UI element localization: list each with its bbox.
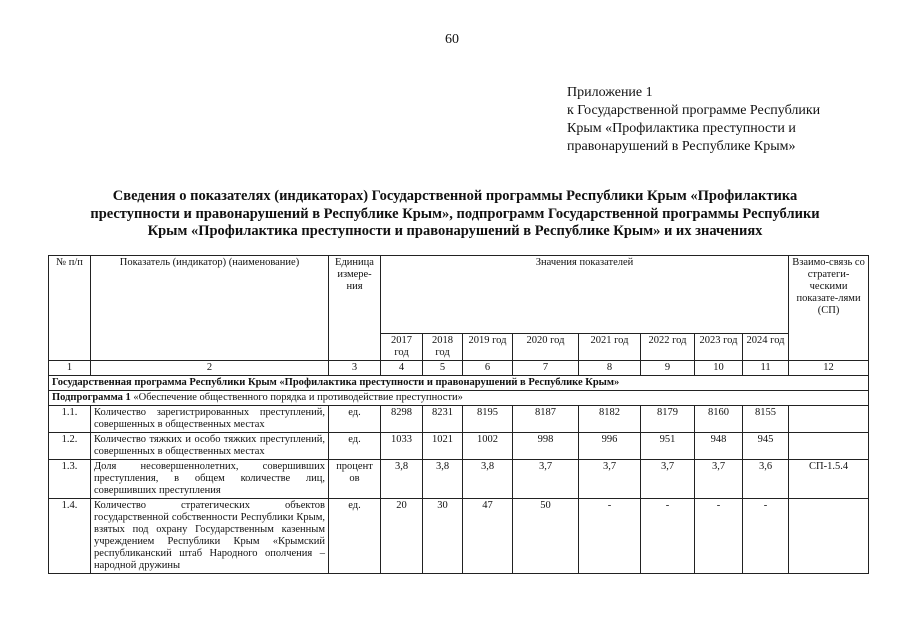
row-value: 945 (743, 433, 789, 460)
year-cell: 2017 год (381, 334, 423, 361)
appendix-line: Приложение 1 (567, 85, 653, 100)
page-number: 60 (445, 32, 459, 47)
row-value: 47 (463, 499, 513, 574)
header-num: № п/п (49, 256, 91, 361)
year-cell: 2018 год (423, 334, 463, 361)
year-cell: 2020 год (513, 334, 579, 361)
row-value: 3,8 (381, 460, 423, 499)
column-number: 9 (641, 361, 695, 376)
row-value: 996 (579, 433, 641, 460)
column-number: 2 (91, 361, 329, 376)
row-value: 1021 (423, 433, 463, 460)
header-row (49, 256, 869, 334)
row-indicator: Доля несовершеннолетних, совершивших преступления, в общем количестве лиц, совершивших преступления (91, 460, 329, 499)
document-title (60, 188, 850, 241)
title-line: Крым «Профилактика преступности и правонарушений в Республике Крым» и их значениях (147, 223, 763, 239)
column-numbers-row (49, 361, 869, 376)
indicators-table (48, 255, 869, 574)
subprogram-cell (49, 391, 869, 406)
column-number: 8 (579, 361, 641, 376)
year-cell: 2022 год (641, 334, 695, 361)
row-value: 998 (513, 433, 579, 460)
subprogram-label: Подпрограмма 1 (52, 392, 131, 403)
appendix-line: к Государственной программе Республики (567, 103, 821, 118)
table-row (49, 499, 869, 574)
row-num: 1.3. (49, 460, 91, 499)
row-unit: ед. (329, 433, 381, 460)
row-value: 3,8 (463, 460, 513, 499)
row-relation: СП-1.5.4 (789, 460, 869, 499)
row-value: 948 (695, 433, 743, 460)
row-value: 8160 (695, 406, 743, 433)
row-unit: процент ов (329, 460, 381, 499)
row-value: 8187 (513, 406, 579, 433)
column-number: 3 (329, 361, 381, 376)
row-value: 1033 (381, 433, 423, 460)
row-value: 3,7 (695, 460, 743, 499)
row-num: 1.1. (49, 406, 91, 433)
row-value: 8298 (381, 406, 423, 433)
row-relation (789, 433, 869, 460)
row-value: 3,6 (743, 460, 789, 499)
row-value: 30 (423, 499, 463, 574)
program-title: Государственная программа Республики Крым «Профилактика преступности и правонарушений в Республике Крым» (49, 376, 869, 391)
header-values: Значения показателей (381, 256, 789, 334)
subprogram-title: «Обеспечение общественного порядка и противодействие преступности» (133, 392, 463, 403)
row-value: 1002 (463, 433, 513, 460)
header-indicator: Показатель (индикатор) (наименование) (91, 256, 329, 361)
program-row (49, 376, 869, 391)
title-line: преступности и правонарушений в Республике Крым», подпрограмм Государственной программы Республики (90, 205, 820, 222)
row-num: 1.2. (49, 433, 91, 460)
row-indicator: Количество стратегических объектов государственной собственности Республики Крым, взятых под охрану Государственным казенным учреждением Республики Крым «Крымский республиканский штаб Народного ополчения – народной дружины (91, 499, 329, 574)
year-cell: 2023 год (695, 334, 743, 361)
row-num: 1.4. (49, 499, 91, 574)
row-value: 8155 (743, 406, 789, 433)
row-value: - (641, 499, 695, 574)
column-number: 6 (463, 361, 513, 376)
row-indicator: Количество тяжких и особо тяжких преступлений, совершенных в общественных местах (91, 433, 329, 460)
row-value: 3,7 (579, 460, 641, 499)
header-unit: Единица измере-ния (329, 256, 381, 361)
row-value: 3,8 (423, 460, 463, 499)
appendix-note (567, 84, 820, 156)
row-relation (789, 406, 869, 433)
row-indicator: Количество зарегистрированных преступлений, совершенных в общественных местах (91, 406, 329, 433)
appendix-line: Крым «Профилактика преступности и (567, 121, 796, 136)
row-unit: ед. (329, 499, 381, 574)
column-number: 12 (789, 361, 869, 376)
table-row (49, 460, 869, 499)
column-number: 10 (695, 361, 743, 376)
year-cell: 2021 год (579, 334, 641, 361)
column-number: 7 (513, 361, 579, 376)
row-value: 3,7 (641, 460, 695, 499)
year-cell: 2024 год (743, 334, 789, 361)
table-row (49, 433, 869, 460)
column-number: 11 (743, 361, 789, 376)
column-number: 5 (423, 361, 463, 376)
row-value: 8179 (641, 406, 695, 433)
table-row (49, 406, 869, 433)
column-number: 4 (381, 361, 423, 376)
title-line: Сведения о показателях (индикаторах) Государственной программы Республики Крым «Профилактика (112, 188, 798, 204)
row-value: - (695, 499, 743, 574)
row-value: 951 (641, 433, 695, 460)
row-value: 20 (381, 499, 423, 574)
subprogram-row (49, 391, 869, 406)
row-value: - (579, 499, 641, 574)
row-value: 50 (513, 499, 579, 574)
row-value: 8231 (423, 406, 463, 433)
row-unit: ед. (329, 406, 381, 433)
row-value: 8195 (463, 406, 513, 433)
row-relation (789, 499, 869, 574)
appendix-line: правонарушений в Республике Крым» (567, 139, 796, 154)
row-value: 8182 (579, 406, 641, 433)
row-value: - (743, 499, 789, 574)
year-cell: 2019 год (463, 334, 513, 361)
row-value: 3,7 (513, 460, 579, 499)
column-number: 1 (49, 361, 91, 376)
header-relation: Взаимо-связь со стратеги-ческими показате-лями (СП) (789, 256, 869, 361)
